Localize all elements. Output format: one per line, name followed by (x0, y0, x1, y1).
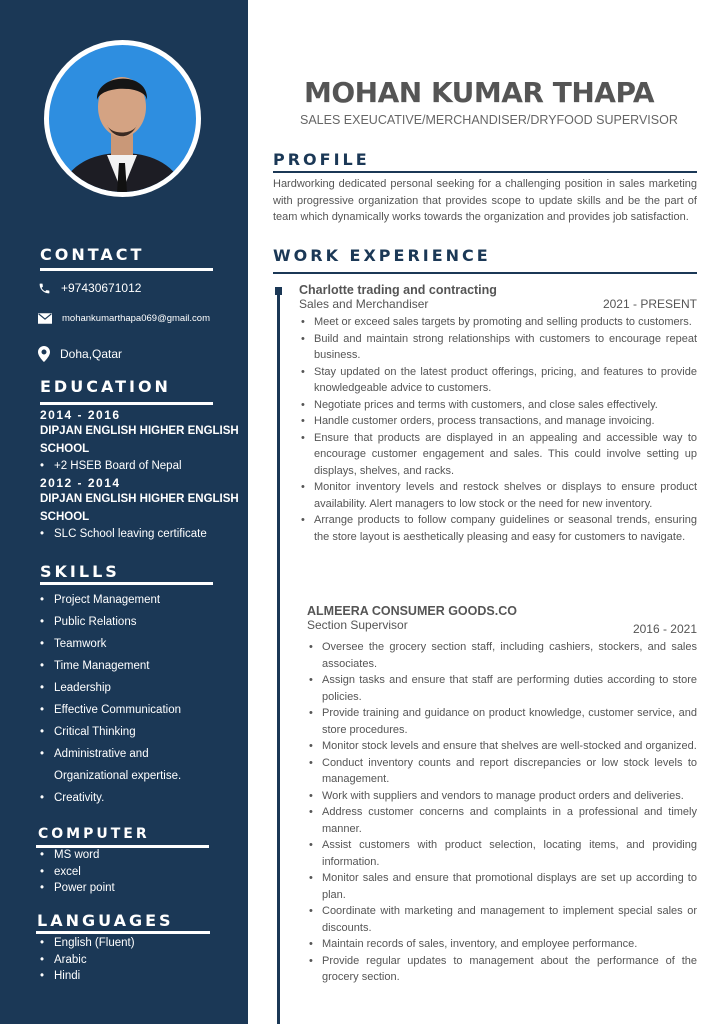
divider (40, 402, 213, 405)
list-item: • Power point (40, 880, 115, 897)
job-bullet: • Ensure that products are displayed in an appealing and accessible way to encourage customer engagement and sales. This could involve setting up displays, shelves, and racks. (299, 430, 697, 480)
candidate-name: MOHAN KUMAR THAPA (304, 76, 655, 109)
contact-phone (38, 281, 141, 295)
list-item: • Hindi (40, 968, 135, 985)
job-bullet: • Assign tasks and ensure that staff are performing duties according to store policies. (307, 672, 697, 705)
education-school: DIPJAN ENGLISH HIGHER ENGLISH SCHOOL (40, 425, 239, 455)
divider (40, 268, 213, 271)
job-dates: 2016 - 2021 (632, 622, 697, 636)
skills-list (40, 589, 210, 809)
contact-heading: CONTACT (40, 245, 145, 264)
email-icon (38, 313, 52, 324)
job-bullet: • Monitor inventory levels and restock shelves or displays to ensure product availability. Alert managers to low stock or the need for new inventory. (299, 479, 697, 512)
job-role: Section Supervisor (307, 618, 408, 632)
job-bullet: • Coordinate with marketing and management to implement special sales or discounts. (307, 903, 697, 936)
profile-photo (44, 40, 201, 197)
job-bullet: • Work with suppliers and vendors to manage product orders and deliveries. (307, 788, 697, 805)
list-item: • MS word (40, 847, 115, 864)
job-bullet: • Assist customers with product selection, locating items, and providing information. (307, 837, 697, 870)
job-bullet: • Build and maintain strong relationships with customers to encourage repeat business. (299, 331, 697, 364)
phone-number: +97430671012 (61, 281, 142, 295)
job-role-row (299, 297, 697, 311)
education-school: DIPJAN ENGLISH HIGHER ENGLISH SCHOOL (40, 493, 239, 523)
list-item: • Critical Thinking (40, 721, 210, 743)
education-list (40, 408, 245, 540)
contact-email (38, 313, 210, 324)
divider (273, 171, 697, 173)
list-item: • Administrative and Organizational expertise. (40, 743, 210, 787)
job-entry (299, 283, 697, 545)
job-bullet: • Meet or exceed sales targets by promoting and selling products to customers. (299, 314, 697, 331)
job-bullet: • Maintain records of sales, inventory, and employee performance. (307, 936, 697, 953)
company-name: ALMEERA CONSUMER GOODS.CO (307, 604, 517, 618)
divider (40, 582, 213, 585)
job-bullet: • Stay updated on the latest product offerings, pricing, and features to provide knowledgeable advice to customers. (299, 364, 697, 397)
education-detail: • +2 HSEB Board of Nepal (40, 460, 245, 472)
list-item: • Arabic (40, 952, 135, 969)
location-pin-icon (38, 346, 50, 362)
timeline-marker (275, 287, 282, 295)
job-dates: 2021 - PRESENT (602, 297, 697, 311)
candidate-title: SALES EXEUCATIVE/MERCHANDISER/DRYFOOD SUPERVISOR (300, 113, 678, 127)
job-bullet: • Monitor sales and ensure that promotional displays are set up according to plan. (307, 870, 697, 903)
list-item: • Project Management (40, 589, 210, 611)
job-bullet: • Oversee the grocery section staff, including cashiers, stockers, and sales associates. (307, 639, 697, 672)
company-name: Charlotte trading and contracting (299, 283, 497, 297)
education-detail: • SLC School leaving certificate (40, 528, 245, 540)
job-entry (307, 604, 697, 986)
computer-heading: COMPUTER (38, 826, 150, 842)
list-item: • Effective Communication (40, 699, 210, 721)
work-heading: WORK EXPERIENCE (273, 246, 491, 265)
list-item: • Creativity. (40, 787, 210, 809)
education-years: 2012 - 2014 (40, 476, 121, 490)
job-role: Sales and Merchandiser (299, 297, 429, 311)
list-item: • Time Management (40, 655, 210, 677)
divider (273, 272, 697, 274)
timeline-line (277, 290, 280, 1024)
job-bullet: • Conduct inventory counts and report discrepancies or low stock levels to management. (307, 755, 697, 788)
location-text: Doha,Qatar (60, 347, 123, 361)
job-bullet: • Negotiate prices and terms with customers, and close sales effectively. (299, 397, 697, 414)
job-bullet: • Handle customer orders, process transactions, and manage invoicing. (299, 413, 697, 430)
divider (36, 931, 210, 934)
job-bullet: • Arrange products to follow company guidelines or seasonal trends, ensuring the store layout is aesthetically pleasing and easy for customers to navigate. (299, 512, 697, 545)
phone-icon (38, 282, 51, 295)
job-bullet: • Monitor stock levels and ensure that shelves are well-stocked and organized. (307, 738, 697, 755)
list-item: • English (Fluent) (40, 935, 135, 952)
list-item: • excel (40, 864, 115, 881)
job-bullet: • Provide training and guidance on product knowledge, customer service, and store procedures. (307, 705, 697, 738)
languages-heading: LANGUAGES (37, 911, 174, 930)
email-address: mohankumarthapa069@gmail.com (62, 313, 210, 324)
profile-text: Hardworking dedicated personal seeking for a challenging position in sales marketing with progressive organization that provides scope to update skills and be the part of team which dynamically works towards the organization and provides job satisfaction. (273, 178, 697, 223)
sidebar (0, 0, 248, 1024)
profile-heading: PROFILE (273, 150, 370, 169)
skills-heading: SKILLS (40, 562, 120, 581)
languages-list (40, 935, 135, 985)
education-heading: EDUCATION (40, 377, 171, 396)
computer-list (40, 847, 115, 897)
job-bullet: • Provide regular updates to management about the performance of the grocery section. (307, 953, 697, 986)
list-item: • Public Relations (40, 611, 210, 633)
job-bullet: • Address customer concerns and complaints in a professional and timely manner. (307, 804, 697, 837)
education-years: 2014 - 2016 (40, 408, 121, 422)
list-item: • Teamwork (40, 633, 210, 655)
contact-location (38, 346, 122, 362)
job-role-row (307, 618, 697, 636)
list-item: • Leadership (40, 677, 210, 699)
